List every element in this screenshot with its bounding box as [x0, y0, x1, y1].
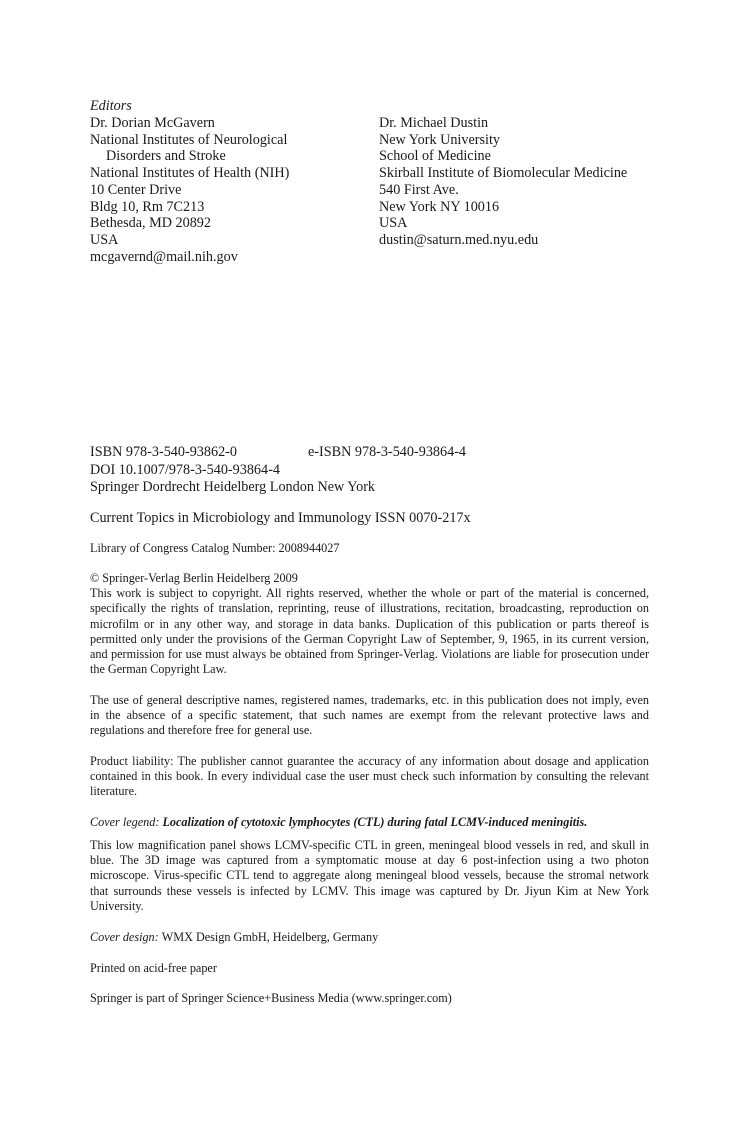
editor-left-building: Bldg 10, Rm 7C213: [90, 198, 205, 215]
publisher-cities: Springer Dordrecht Heidelberg London New York: [90, 479, 376, 495]
copyright-line: © Springer-Verlag Berlin Heidelberg 2009: [90, 571, 298, 585]
cover-legend: Cover legend: Localization of cytotoxic lymphocytes (CTL) during fatal LCMV-induced meningitis.: [90, 815, 588, 829]
editor-right-country: USA: [379, 215, 408, 232]
springer-note: Springer is part of Springer Science+Business Media (www.springer.com): [90, 991, 452, 1005]
cover-design-label: Cover design: [90, 930, 155, 944]
editor-right-institute: Skirball Institute of Biomolecular Medicine: [379, 165, 628, 182]
copyright-text: This work is subject to copyright. All rights reserved, whether the whole or part of the material is concerned, specifically the rights of translation, reprinting, reuse of illustrations, recitation, broadcasting, reproduction on microfilm or in any other way, and storage in data banks. Duplication of this publication or parts thereof is permitted only under the provisions of the German Copyright Law of September, 9, 1965, in its current version, and permission for use must always be obtained from Springer-Verlag. Violations are liable for prosecution under the German Copyright Law.: [90, 586, 649, 677]
editor-right-university: New York University: [379, 131, 500, 148]
editor-left-institute: National Institutes of Neurological: [90, 131, 288, 148]
isbn-print: ISBN 978-3-540-93862-0: [90, 444, 237, 460]
names-notice: The use of general descriptive names, registered names, trademarks, etc. in this publication does not imply, even in the absence of a specific statement, that such names are exempt from the relevant protective laws and regulations and therefore free for general use.: [90, 693, 649, 738]
isbn-electronic: e-ISBN 978-3-540-93864-4: [308, 444, 467, 460]
series-issn: Current Topics in Microbiology and Immunology ISSN 0070-217x: [90, 510, 471, 526]
isbn-block: [90, 444, 650, 497]
editor-left-institute-cont: Disorders and Stroke: [106, 148, 226, 165]
editor-left-city: Bethesda, MD 20892: [90, 215, 211, 232]
editor-right-address: [379, 115, 679, 249]
editor-left-address: [90, 115, 370, 265]
editor-left-nih: National Institutes of Health (NIH): [90, 165, 290, 182]
lccn: Library of Congress Catalog Number: 2008944027: [90, 541, 340, 555]
cover-design: Cover design: WMX Design GmbH, Heidelberg, Germany: [90, 930, 379, 944]
cover-legend-label: Cover legend: [90, 815, 156, 829]
editor-right-street: 540 First Ave.: [379, 181, 459, 198]
cover-design-value: WMX Design GmbH, Heidelberg, Germany: [161, 930, 379, 944]
editors-label: Editors: [90, 98, 132, 114]
copyright-notice: [90, 571, 649, 677]
editor-right-city: New York NY 10016: [379, 198, 500, 215]
editor-right-email: dustin@saturn.med.nyu.edu: [379, 231, 539, 248]
doi: DOI 10.1007/978-3-540-93864-4: [90, 461, 280, 478]
editor-left-name: Dr. Dorian McGavern: [90, 115, 215, 131]
editor-right-name: Dr. Michael Dustin: [379, 115, 489, 131]
printed-note: Printed on acid-free paper: [90, 961, 217, 975]
editor-left-street: 10 Center Drive: [90, 181, 182, 198]
cover-legend-title: Localization of cytotoxic lymphocytes (CTL) during fatal LCMV-induced meningitis.: [162, 815, 588, 829]
editor-right-school: School of Medicine: [379, 148, 491, 165]
cover-legend-text: This low magnification panel shows LCMV-specific CTL in green, meningeal blood vessels in red, and skull in blue. The 3D image was captured from a symptomatic mouse at day 6 post-infection using a two photon microscope. Virus-specific CTL tend to aggregate along meningeal blood vessels, because the stromal network that surrounds these vessels is infected by LCMV. This image was captured by Dr. Jiyun Kim at New York University.: [90, 838, 649, 913]
editors-section: [90, 98, 690, 265]
editor-left-email: mcgavernd@mail.nih.gov: [90, 248, 238, 265]
product-liability: Product liability: The publisher cannot guarantee the accuracy of any information about dosage and application contained in this book. In every individual case the user must check such information by consulting the relevant literature.: [90, 754, 649, 799]
editor-left-country: USA: [90, 231, 119, 248]
